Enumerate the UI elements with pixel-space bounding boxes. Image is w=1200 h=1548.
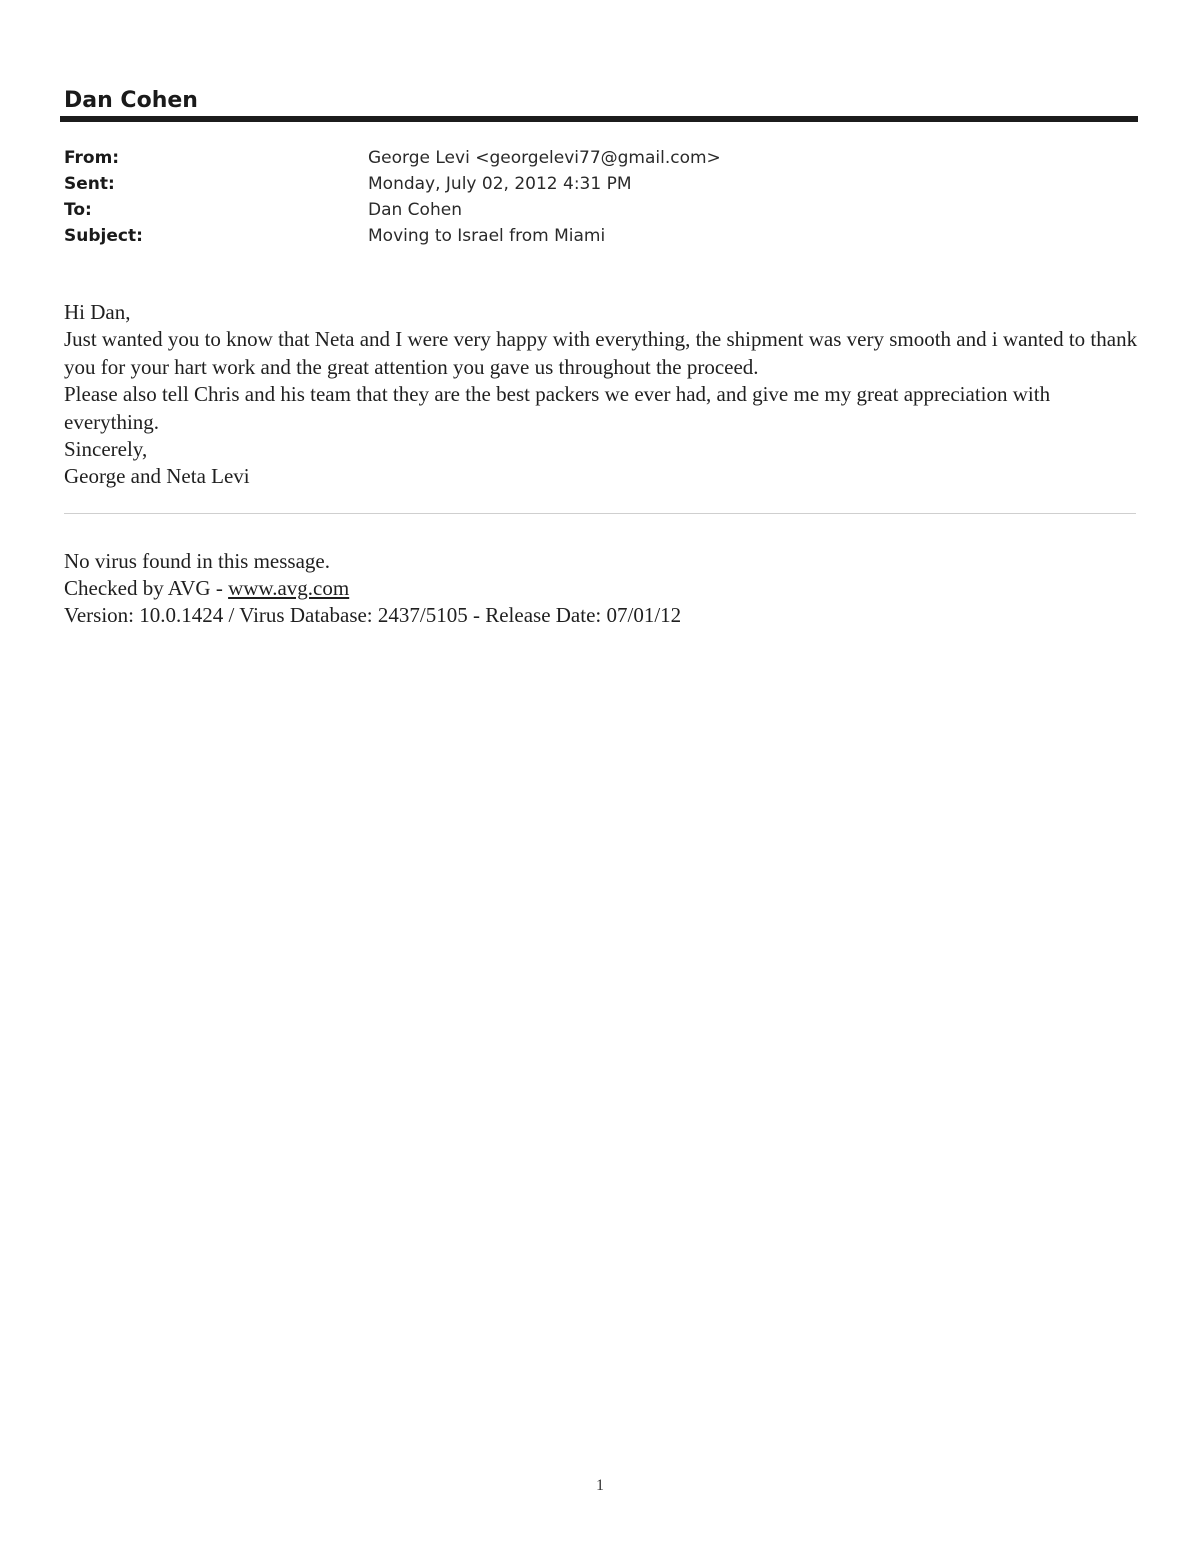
virus-status-line: No virus found in this message. xyxy=(64,549,330,573)
checked-by-prefix: Checked by AVG - xyxy=(64,576,229,600)
message-greeting: Hi Dan, xyxy=(64,300,131,324)
header-rule xyxy=(60,116,1138,122)
sent-label: Sent: xyxy=(64,174,115,194)
from-value: George Levi <georgelevi77@gmail.com> xyxy=(368,148,721,168)
message-signature: George and Neta Levi xyxy=(64,464,250,489)
footer-divider xyxy=(64,513,1136,514)
subject-label: Subject: xyxy=(64,226,143,246)
message-paragraph-1: Just wanted you to know that Neta and I were very happy with everything, the shipment was very smooth and i wanted to thank you for your hart work and the great attention you gave us throughout the proceed. xyxy=(64,327,1138,379)
mailbox-owner-name: Dan Cohen xyxy=(64,88,198,113)
to-label: To: xyxy=(64,200,92,220)
message-paragraph-2: Please also tell Chris and his team that they are the best packers we ever had, and give me my great appreciation with everything. xyxy=(64,382,1051,434)
antivirus-footer xyxy=(64,548,681,629)
page-number: 1 xyxy=(596,1477,604,1494)
version-line: Version: 10.0.1424 / Virus Database: 2437/5105 - Release Date: 07/01/12 xyxy=(64,603,682,627)
sent-value: Monday, July 02, 2012 4:31 PM xyxy=(368,174,632,194)
from-label: From: xyxy=(64,148,120,168)
checked-by-line xyxy=(64,575,681,602)
message-body xyxy=(64,299,1144,491)
subject-value: Moving to Israel from Miami xyxy=(368,226,606,246)
to-value: Dan Cohen xyxy=(368,200,462,220)
avg-link[interactable]: www.avg.com xyxy=(228,576,350,600)
message-closing: Sincerely, xyxy=(64,437,148,462)
